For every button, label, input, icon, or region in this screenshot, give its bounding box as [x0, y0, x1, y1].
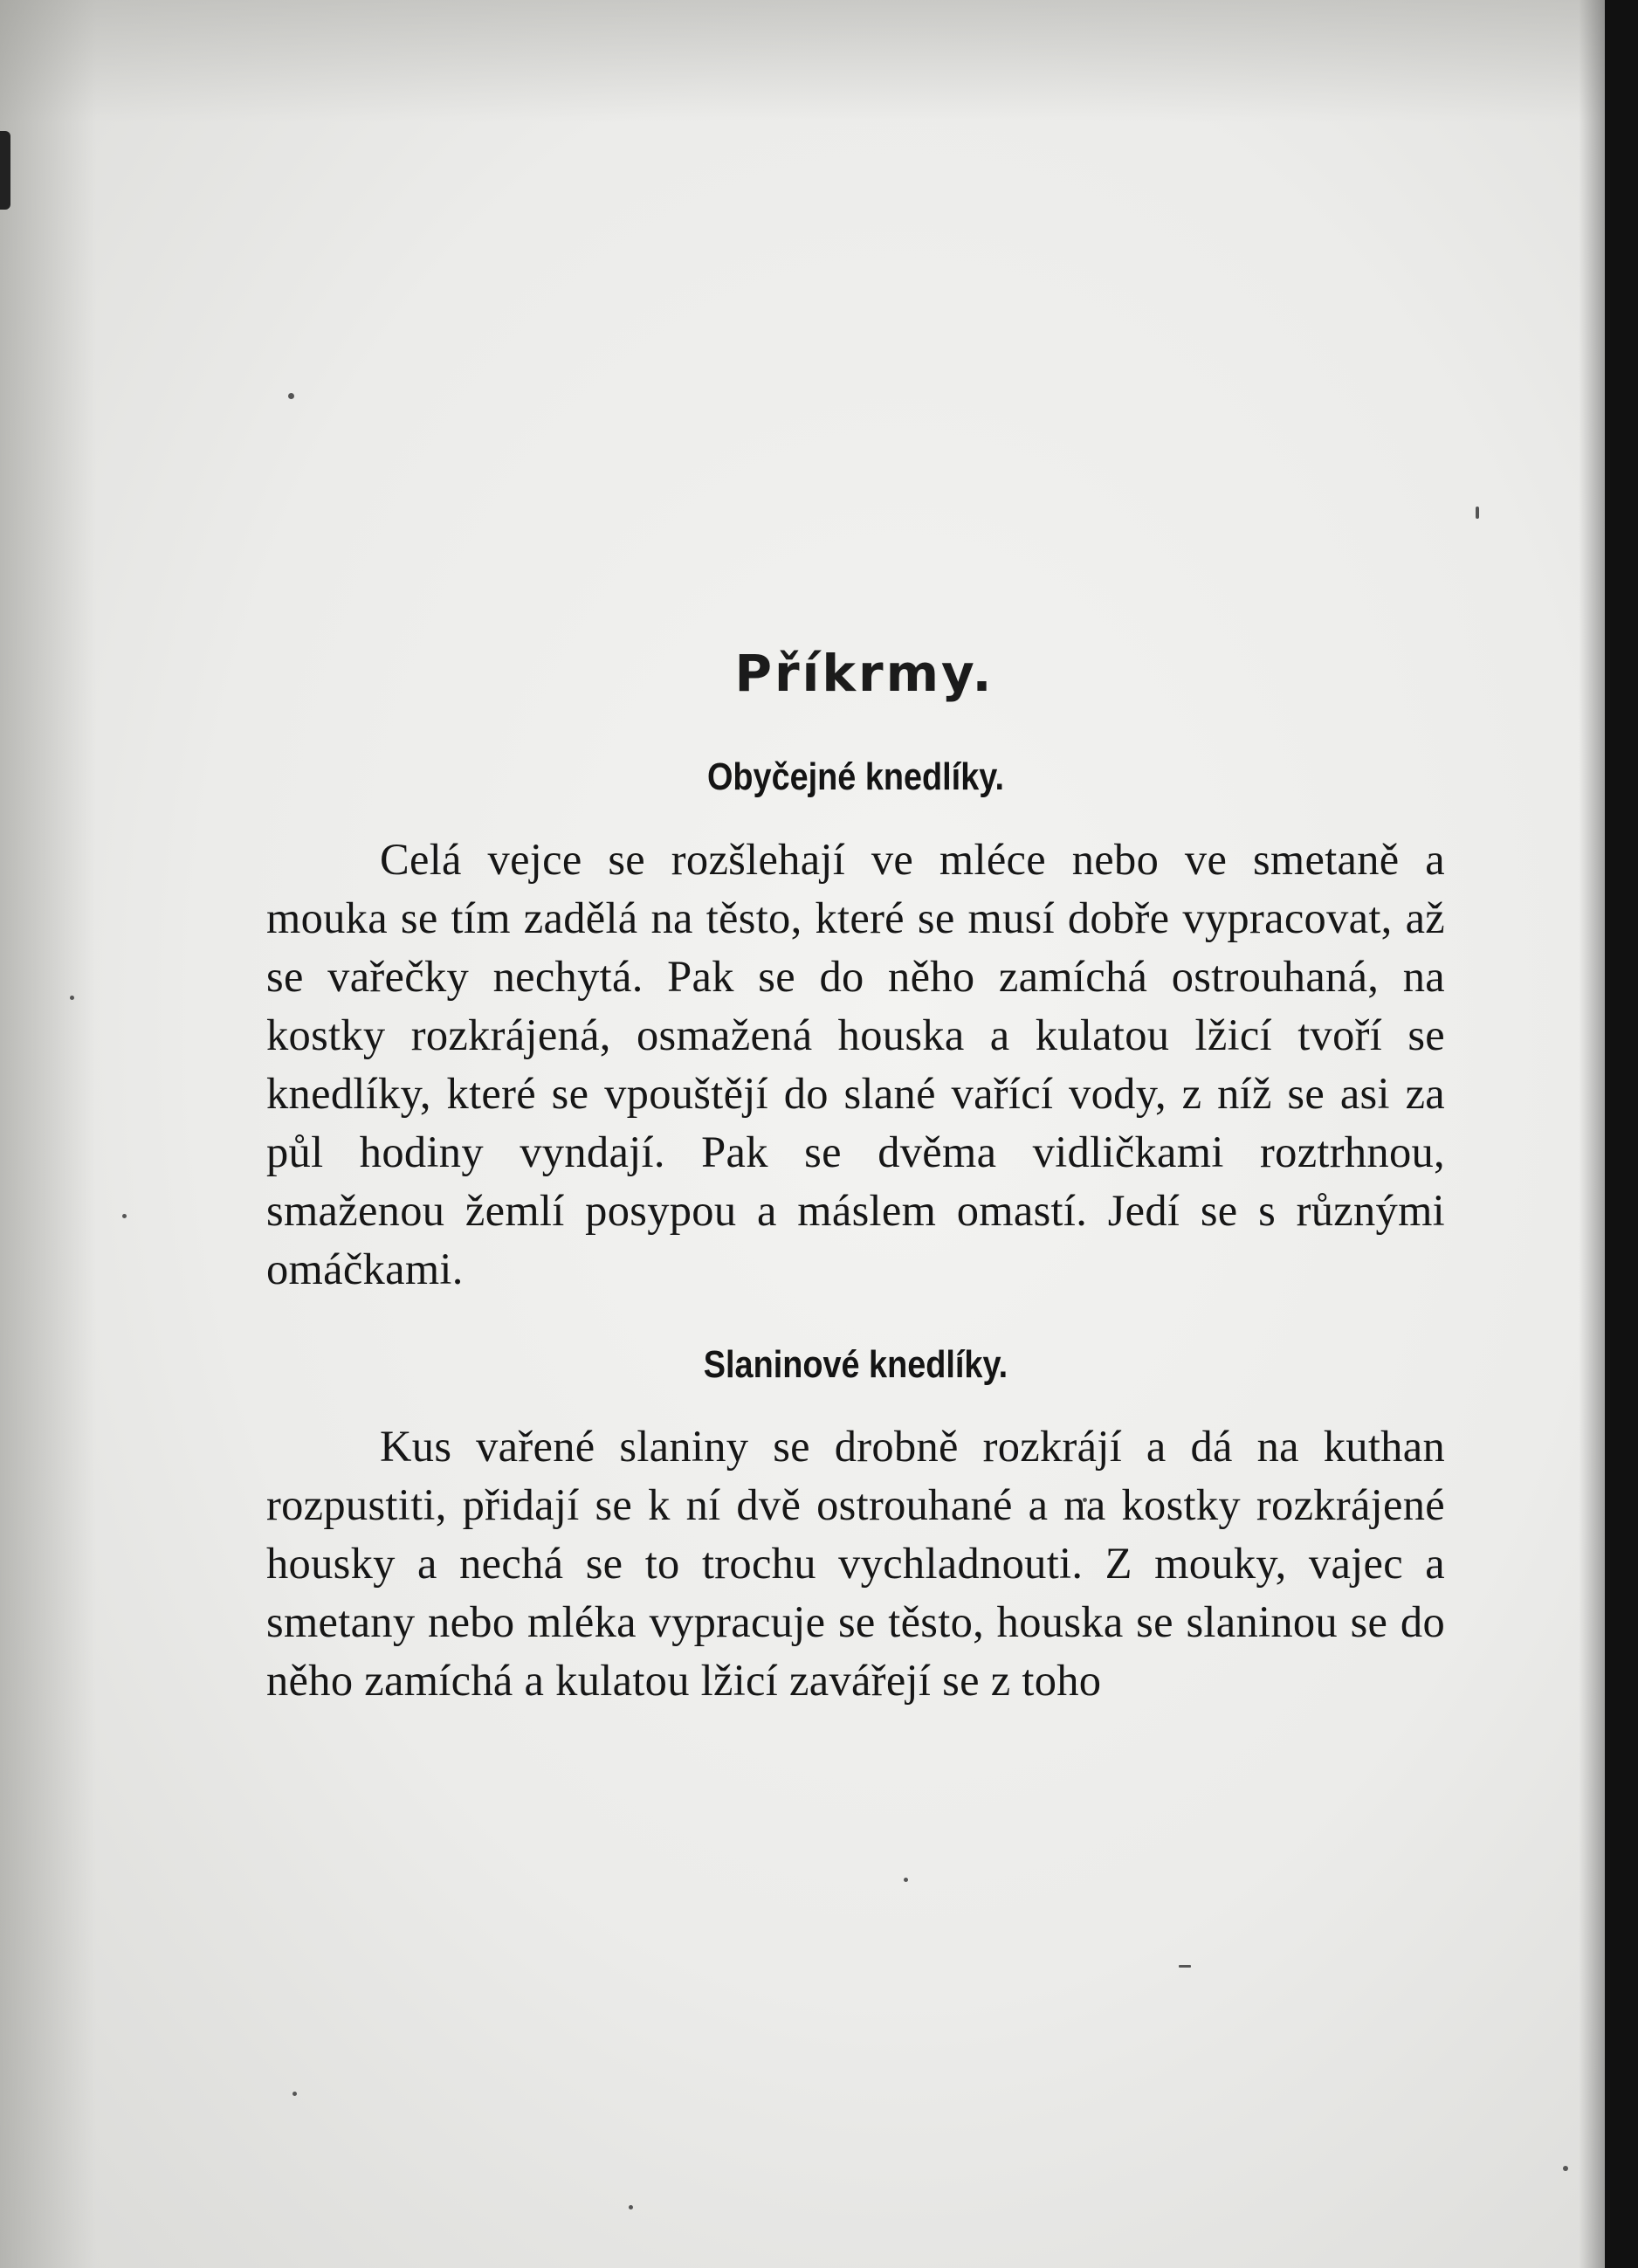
recipe-obycejne-knedliky [266, 755, 1445, 1299]
page-right-shadow [1579, 0, 1605, 2268]
recipe-text: Celá vejce se rozšlehají ve mléce nebo ve smetaně a mouka se tím zadělá na těsto, které se musí dobře vypracovat, až se vařečky nechytá. Pak se do něho zamíchá ostrouhaná, na kostky rozkrájená, osmažená houska a kulatou lžicí tvoří se knedlíky, které se vpouštějí do slané vařící vody, z níž se asi za půl hodiny vyndají. Pak se dvěma vidličkami roztrhnou, smaženou žemlí posypou a máslem omastí. Jedí se s různými omáčkami. [266, 834, 1445, 1293]
paper-speck [70, 996, 74, 1000]
recipe-text: Kus vařené slaniny se drobně rozkrájí a dá na kuthan rozpustiti, přidají se k ní dvě ostrouhané a na kostky rozkrájené housky a nechá se to trochu vychladnouti. Z mouky, vajec a smetany nebo mléka vypracuje se těsto, houska se slaninou se do něho zamíchá a kulatou lžicí zavářejí se z toho [266, 1422, 1445, 1706]
recipe-slaninove-knedliky [266, 1342, 1445, 1711]
page-content [266, 646, 1445, 1754]
binding-mark [0, 131, 10, 210]
paper-speck [1476, 507, 1479, 519]
paper-speck [1563, 2166, 1568, 2171]
paper-speck [292, 2092, 297, 2096]
page-right-edge [1605, 0, 1638, 2268]
recipe-title: Obyčejné knedlíky. [706, 755, 1004, 798]
paper-speck [122, 1214, 127, 1218]
recipe-title: Slaninové knedlíky. [703, 1342, 1008, 1386]
page-top-shadow [0, 0, 1638, 122]
paper-speck [629, 2205, 633, 2209]
paper-speck [904, 1878, 908, 1882]
paper-speck [288, 393, 294, 399]
page-left-shadow [0, 0, 96, 2268]
chapter-title: Příkrmy. [734, 644, 994, 703]
paper-speck [1179, 1965, 1191, 1968]
